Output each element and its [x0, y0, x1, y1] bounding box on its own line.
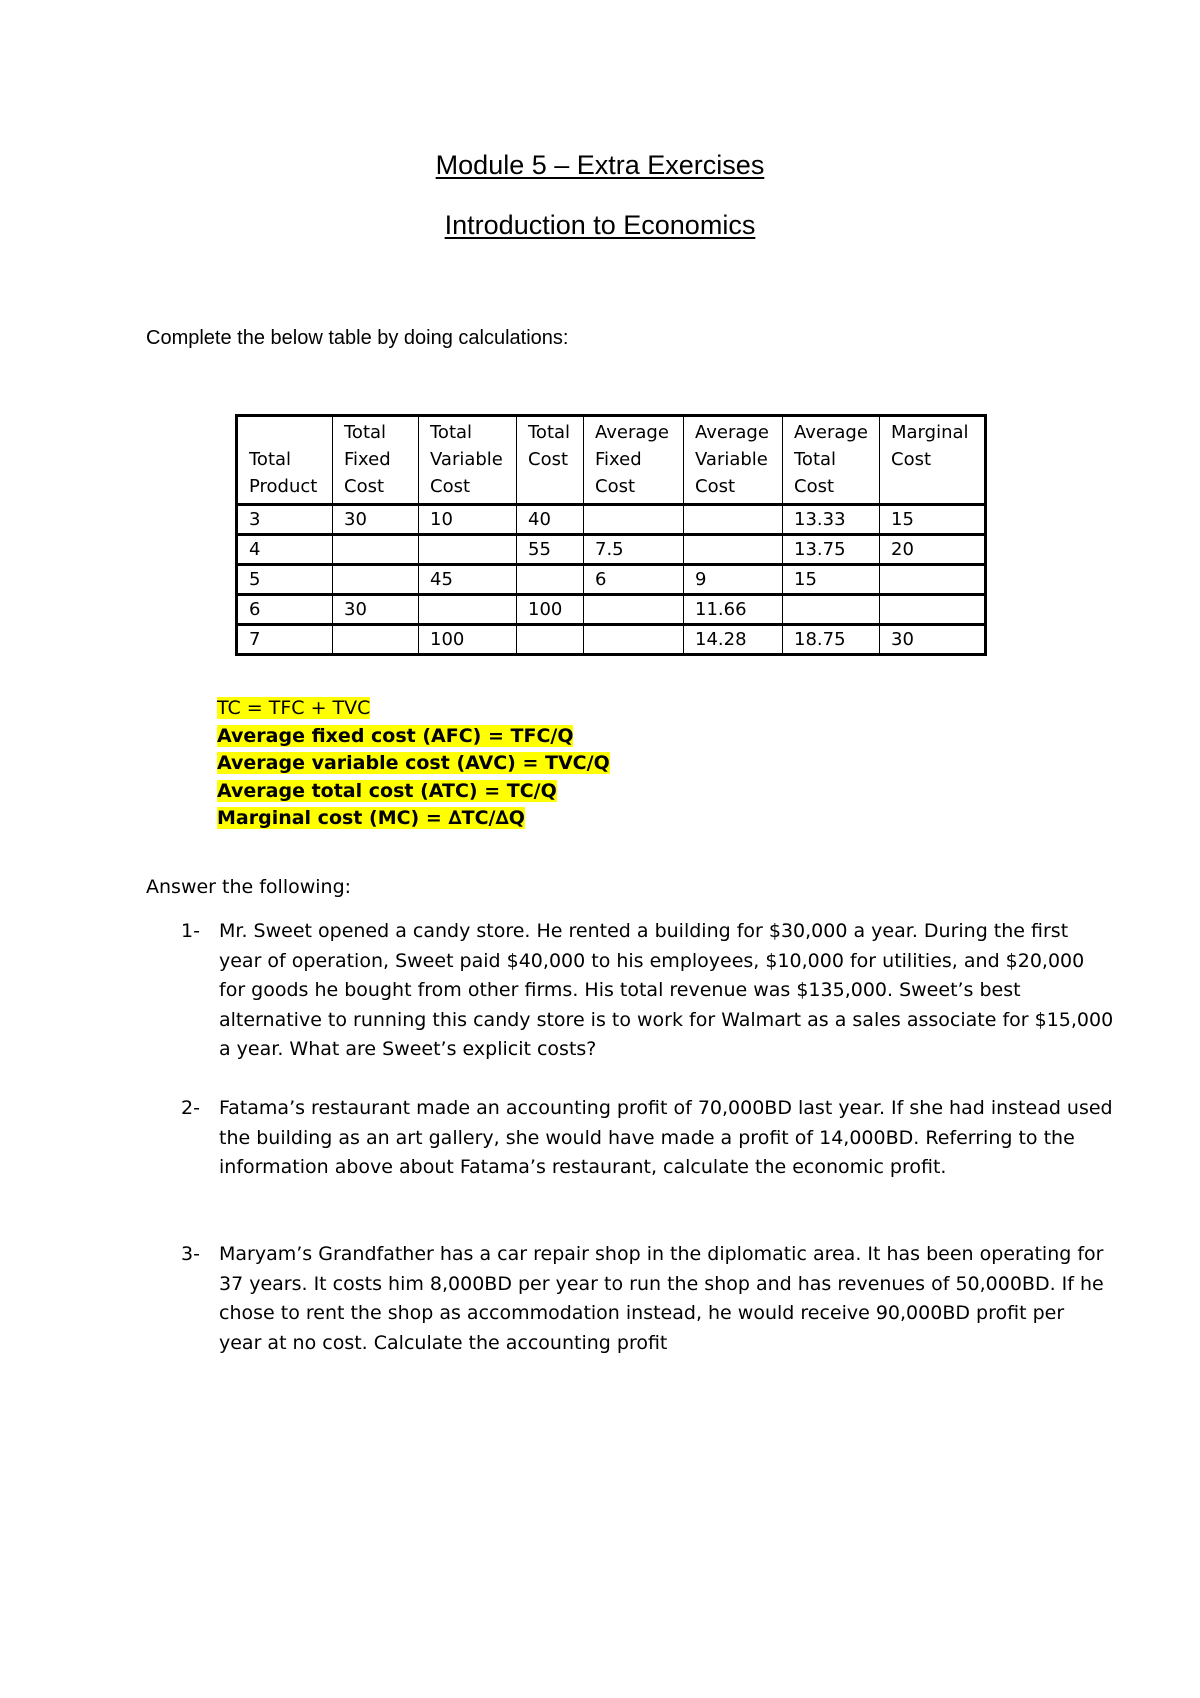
header-line: Cost: [344, 476, 385, 497]
question-line: year of operation, Sweet paid $40,000 to his employees, $10,000 for utilities, and $20,000: [219, 949, 1085, 972]
formula-total-cost: [217, 695, 610, 723]
table-cell: [880, 565, 986, 595]
table-cell: 14.28: [684, 625, 783, 655]
table-cell: 40: [517, 505, 584, 535]
question-line: a year. What are Sweet’s explicit costs?: [219, 1038, 597, 1060]
header-line: Cost: [695, 476, 736, 497]
table-cell: 30: [880, 625, 986, 655]
question-line: for goods he bought from other firms. His total revenue was $135,000. Sweet’s best: [219, 979, 1021, 1001]
header-line: Cost: [528, 449, 569, 470]
table-cell: 45: [419, 565, 517, 595]
header-total-product-line-2: Product: [249, 476, 318, 497]
table-cell: 100: [419, 625, 517, 655]
table-cell: [684, 505, 783, 535]
document-subtitle: Introduction to Economics: [444, 210, 756, 240]
header-line: Cost: [430, 476, 471, 497]
table-cell: 10: [419, 505, 517, 535]
table-cell: 100: [517, 595, 584, 625]
table-cell: 13.75: [783, 535, 880, 565]
table-cell: [517, 625, 584, 655]
question-text: [219, 1240, 1139, 1358]
formula-average-variable-cost: [217, 750, 610, 778]
table-cell: 7: [237, 625, 333, 655]
question-line: chose to rent the shop as accommodation instead, he would receive 90,000BD profit per: [219, 1302, 1065, 1324]
table-cell: 7.5: [584, 535, 684, 565]
header-line: Average: [595, 422, 669, 443]
formula-average-total-cost: [217, 778, 610, 806]
cost-table: [235, 414, 987, 656]
header-total-cost: [517, 416, 584, 505]
table-cell: [584, 595, 684, 625]
header-line: Total: [794, 449, 837, 470]
question-number: 3-: [181, 1243, 200, 1265]
table-row: [237, 565, 986, 595]
header-average-total-cost: [783, 416, 880, 505]
header-line: Total: [430, 422, 473, 443]
question-text: [219, 1094, 1139, 1183]
header-line: Fixed: [344, 449, 391, 470]
table-cell: [783, 595, 880, 625]
table-cell: 15: [783, 565, 880, 595]
question-number: 2-: [181, 1097, 200, 1119]
table-cell: 4: [237, 535, 333, 565]
table-cell: 30: [333, 505, 419, 535]
table-row: [237, 505, 986, 535]
question-line: alternative to running this candy store is to work for Walmart as a sales associate for $15,000: [219, 1008, 1114, 1031]
table-cell: [419, 595, 517, 625]
table-cell: 15: [880, 505, 986, 535]
table-cell: 30: [333, 595, 419, 625]
question-line: Mr. Sweet opened a candy store. He rented a building for $30,000 a year. During the first: [219, 920, 1069, 942]
document-title: Module 5 – Extra Exercises: [435, 150, 765, 180]
table-cell: 55: [517, 535, 584, 565]
formula-text: Average fixed cost (AFC) = TFC/Q: [217, 724, 574, 747]
question-text: [219, 917, 1139, 1065]
table-cell: [584, 625, 684, 655]
question-line: the building as an art gallery, she would have made a profit of 14,000BD. Referring to the: [219, 1126, 1075, 1149]
table-cell: [517, 565, 584, 595]
table-cell: 20: [880, 535, 986, 565]
table-cell: [333, 535, 419, 565]
table-row: [237, 595, 986, 625]
formula-text: Average variable cost (AVC) = TVC/Q: [217, 752, 610, 774]
formula-text: TC = TFC + TVC: [217, 697, 371, 719]
header-line: Average: [794, 422, 868, 443]
formula-text: Average total cost (ATC) = TC/Q: [217, 779, 557, 802]
table-cell: 6: [584, 565, 684, 595]
header-total-variable-cost: [419, 416, 517, 505]
table-cell: 11.66: [684, 595, 783, 625]
table-instruction: Complete the below table by doing calculations:: [146, 327, 569, 349]
header-total-fixed-cost: [333, 416, 419, 505]
table-cell: 18.75: [783, 625, 880, 655]
formula-list: [217, 695, 610, 833]
table-row: [237, 625, 986, 655]
question-line: information above about Fatama’s restaurant, calculate the economic profit.: [219, 1156, 947, 1178]
header-line: Cost: [595, 476, 636, 497]
header-total-product-line-1: Total: [249, 449, 292, 470]
table-cell: 6: [237, 595, 333, 625]
header-line: Variable: [430, 449, 503, 470]
question-line: Fatama’s restaurant made an accounting profit of 70,000BD last year. If she had instead used: [219, 1097, 1113, 1119]
header-line: Cost: [794, 476, 835, 497]
table-cell: [880, 595, 986, 625]
answer-heading: Answer the following:: [146, 876, 352, 898]
table-cell: [419, 535, 517, 565]
question-line: 37 years. It costs him 8,000BD per year to run the shop and has revenues of 50,000BD. If he: [219, 1272, 1104, 1295]
question-line: Maryam’s Grandfather has a car repair shop in the diplomatic area. It has been operating for: [219, 1243, 1104, 1265]
table-header-row: [237, 416, 986, 505]
table-cell: [333, 565, 419, 595]
header-line: Average: [695, 422, 769, 443]
question-line: year at no cost. Calculate the accounting profit: [219, 1331, 668, 1354]
formula-marginal-cost: [217, 805, 610, 833]
table-cell: [584, 505, 684, 535]
table-cell: [684, 535, 783, 565]
header-line: Total: [528, 422, 571, 443]
table-cell: 13.33: [783, 505, 880, 535]
table-row: [237, 535, 986, 565]
header-line: Cost: [891, 449, 932, 470]
header-average-variable-cost: [684, 416, 783, 505]
header-marginal-cost: [880, 416, 986, 505]
header-line: Marginal: [891, 422, 969, 443]
header-line: Total: [344, 422, 387, 443]
table-cell: [333, 625, 419, 655]
header-line: Fixed: [595, 449, 642, 470]
table-cell: 9: [684, 565, 783, 595]
formula-text: Marginal cost (MC) = ∆TC/∆Q: [217, 807, 525, 829]
header-average-fixed-cost: [584, 416, 684, 505]
formula-average-fixed-cost: [217, 723, 610, 751]
header-total-product: [237, 416, 333, 505]
table-cell: 5: [237, 565, 333, 595]
header-line: Variable: [695, 449, 768, 470]
question-number: 1-: [181, 920, 200, 942]
table-cell: 3: [237, 505, 333, 535]
